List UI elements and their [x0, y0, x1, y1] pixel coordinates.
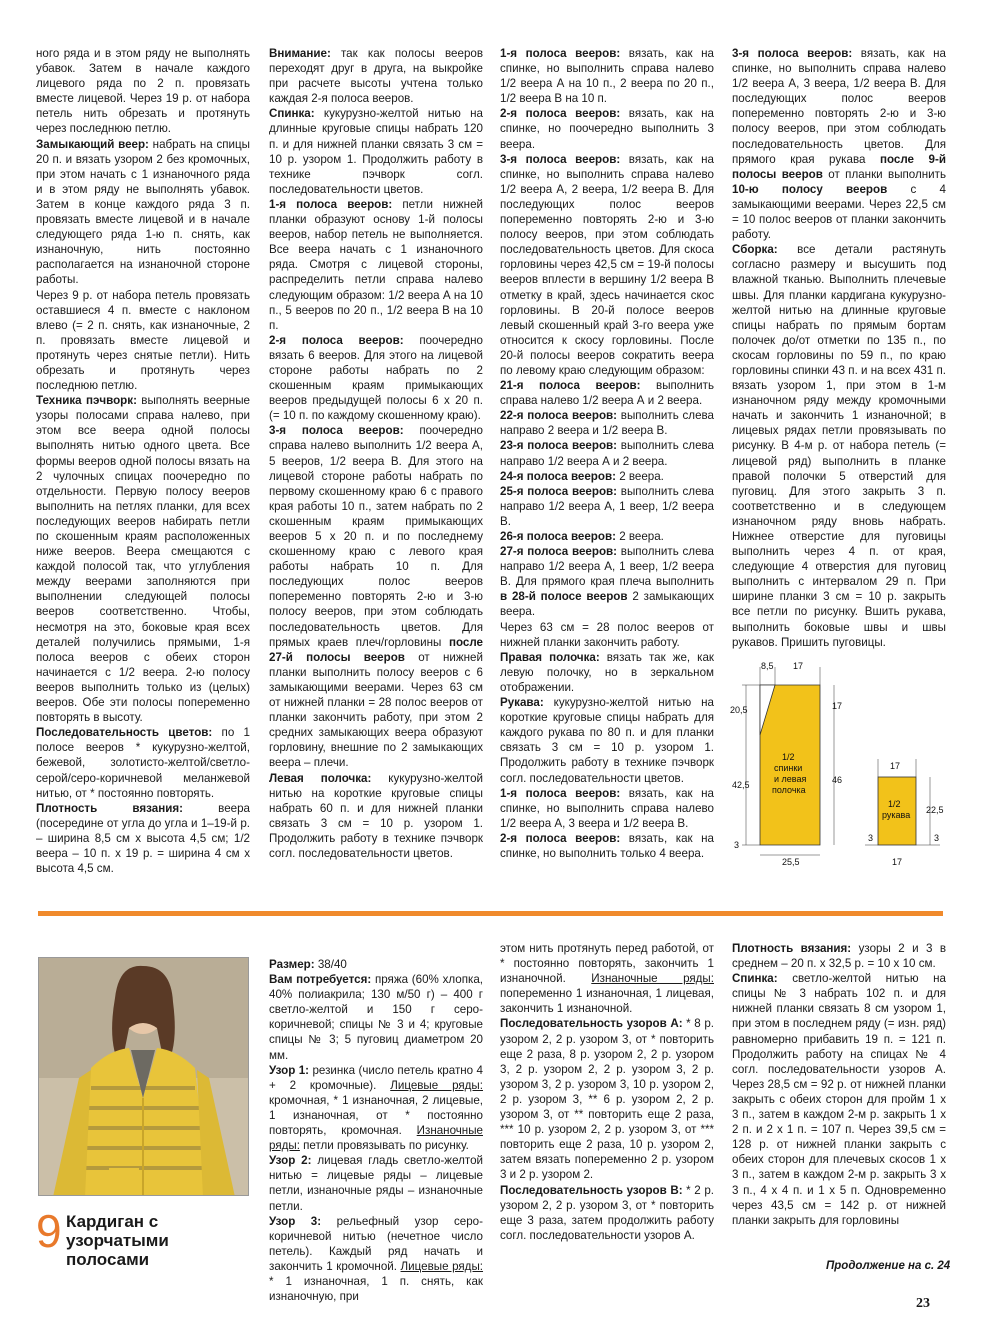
paragraph [269, 46, 483, 106]
text-run: Через 9 р. от набора петель провязать оставшиеся 4 п. вместе с наклоном влево (= 2 п. снять, как изнаночные, 2 п. провязать вместе лицевой и протянуть через снятые петли). Нить обрезать и протянуть через последнюю петлю. [36, 288, 250, 393]
continue-note: Продолжение на с. 24 [826, 1260, 951, 1272]
paragraph [36, 393, 250, 725]
dim-bottom-left: 3 [734, 840, 740, 850]
column-4-bottom [732, 941, 946, 1228]
paragraph [36, 801, 250, 876]
paragraph [269, 771, 483, 862]
column-3 [500, 46, 714, 861]
text-run: светло-желтой нитью на спицы № 3 набрать 102 п. и для нижней планки связать 8 см узором 1, при этом в последнем ряду (= изн. ряд) равномерно прибавить 19 п. = 121 п. Продолжить работу на спицах № 4 согл. последовательности узоров А. Через 28,5 см = 92 р. от нижней планки закрыть с обеих сторон для пройм 1 х 3 п., затем в каждом 2-м р. закрыть 1 х 2 п. и 2 х 1 п. = 107 п. Через 39,5 см = 128 р. от нижней планки закрыть с обеих сторон для плечевых скосов 1 х 3 п., затем в каждом 2-м р. закрыть 3 х 3 п., 4 х 4 п. и 1 х 5 п. Одновременно через 43,5 см = 142 р. от нижней планки закрыть для горловины [732, 972, 946, 1227]
paragraph [269, 1063, 483, 1154]
cardigan-illustration [39, 958, 249, 1196]
text-run: 24-я полоса вееров: [500, 469, 616, 483]
dim-sleeve-height: 22,5 [926, 805, 944, 815]
dim-right-mid: 46 [832, 775, 843, 785]
text-run: поочередно справа налево выполнить 1/2 веера А, 5 вееров, 1/2 веера В. Для этого на лицевой стороне работы набрать по первому скошенному краю 6 с правого края работы 10 п., затем набрать по 2 скошенным краям примыкающих вееров 5 х 20 п. и по последнему скошенному краю с левого края работы набрать 10 п. Для последующих полос вееров попеременно повторять 2-ю и 3-ю полосу вееров, при этом соблюдать последовательность цветов. Для прямых краев плеч/горловины [269, 424, 483, 649]
text-run: Левая полочка: [269, 771, 372, 785]
column-2-bottom [269, 957, 483, 1304]
text-run: Вам потребуется: [269, 973, 372, 987]
text-run: лицевая гладь светло-желтой нитью = лицевые ряды – лицевые петли, изнаночные ряды – изнаночные петли. [269, 1154, 483, 1213]
dim-left-top: 20,5 [730, 705, 748, 715]
paragraph [500, 620, 714, 650]
paragraph [732, 242, 946, 650]
text-run: * 1 изнаночная, 1 п. снять, как изнаночную, при [269, 1274, 483, 1304]
text-run: ного ряда и в этом ряду не выполнять убавок. Затем в начале каждого лицевого ряда по 2 п. провязать вместе лицевой. Через 19 р. от набора петель нить обрезать и протянуть через последнюю петлю. [36, 47, 250, 136]
paragraph [732, 941, 946, 971]
text-run: выполнить справа налево 1/2 веера А и 2 веера. [500, 379, 714, 408]
text-run: петли провязывать по рисунку. [299, 1139, 469, 1153]
paragraph [500, 650, 714, 695]
text-run: Узор 3: [269, 1214, 322, 1228]
text-run: от планки выполнить [822, 167, 946, 181]
text-run: с 4 замыкающими веерами. Через 22,5 см = 10 полос вееров от планки закончить работу. [732, 182, 946, 242]
paragraph [500, 544, 714, 619]
front-label-1: 1/2 [782, 752, 795, 762]
text-run: петли нижней планки образуют основу 1-й полосы вееров, набор петель не выполняется. Все веера начать с 1 изнаночного ряда. Смотря с лицевой стороны, распределить петли справа налево следующим образом: 1/2 веера А на 10 п., 5 вееров по 20 п., 1/2 веера В на 10 п. [269, 197, 483, 332]
dim-sleeve-top: 17 [890, 761, 901, 771]
text-run: вязать так же, как левую полочку, но в зеркальном отображении. [500, 650, 714, 694]
text-run: пряжа (60% хлопка, 40% полиакрила; 130 м/50 г) – 400 г светло-желтой и 150 г серо-коричневой; спицы № 3 и 4; круговые спицы № 3; 5 пуговиц диаметром 20 мм. [269, 973, 483, 1062]
pattern-diagram [730, 655, 950, 875]
text-run: после 9-й полосы вееров [732, 152, 946, 181]
text-run: в 28-й полосе вееров [500, 590, 628, 604]
cardigan-photo [38, 957, 249, 1196]
dim-right-top: 17 [832, 701, 843, 711]
text-run: Изнаночные ряды: [591, 972, 714, 986]
text-run: вязать, как на спинке, но выполнить только 4 веера. [500, 831, 715, 860]
text-run: Сборка: [732, 243, 778, 257]
text-run: Узор 2: [269, 1154, 312, 1168]
text-run: резинка (число петель кратно 4 + 2 кромочные). [269, 1063, 483, 1092]
text-run: 25-я полоса вееров: [500, 484, 618, 498]
column-1 [36, 46, 250, 876]
text-run: 27-я полоса вееров: [500, 545, 618, 559]
text-run: Замыкающий веер: [36, 137, 149, 151]
text-run: веера (посередине от угла до угла и 1–19-й р. – ширина 8,5 см х высота 4,5 см; 1/2 веера – 10 п. х 19 р. = ширина 4 см х высота 4,5 см. [36, 801, 250, 876]
paragraph [269, 957, 483, 972]
paragraph [732, 971, 946, 1228]
text-run: Внимание: [269, 47, 331, 60]
paragraph [500, 529, 714, 544]
text-run: кукурузно-желтой нитью на короткие круговые спицы набрать для каждого рукава по 80 п. и для планки связать 3 см = 10 р. узором 1. Продолжить работу в технике пэчворк согл. последовательности цветов. [500, 696, 714, 785]
dim-sleeve-bottom-right: 3 [934, 833, 940, 843]
text-run: Лицевые ряды: [400, 1259, 484, 1273]
paragraph [500, 786, 714, 831]
text-run: 10-ю полосу вееров [732, 182, 888, 196]
text-run: Техника пэчворк: [36, 394, 137, 408]
text-run: 2 веера. [615, 530, 664, 543]
paragraph [500, 484, 714, 529]
column-2 [269, 46, 483, 861]
text-run: вязать, как на спинке, но выполнить справа налево 1/2 веера А, 3 веера и 1/2 веера В. [500, 786, 715, 830]
text-run: 2 веера. [615, 469, 664, 483]
text-run: узоры 2 и 3 в среднем – 20 п. х 32,5 р. = 10 х 10 см. [732, 942, 946, 971]
text-run: 26-я полоса вееров: [500, 530, 616, 543]
text-run: выполнить слева направо 1/2 веера А, 1 веер, 1/2 веера В. Для прямого края плеча выполнить [500, 545, 714, 589]
text-run: Размер: [269, 958, 315, 971]
text-run: 1-я полоса вееров: [269, 197, 393, 211]
dim-sleeve-bottom: 17 [892, 857, 903, 867]
text-run: все детали растянуть согласно размеру и высушить под влажной тканью. Выполнить плечевые швы. Для планки кардигана кукурузно-желтой нитью на длинные круговые спицы набрать по прямым бортам полочек до/от отметки по 135 п., по скосам горловины по 59 п., по краю горловины спинки 43 п. и на всех 431 п. вязать узором 1, при этом в 1-м изнаночном ряду между кромочными начать и закончить 1 изнаночной; в лицевых рядах петли провязывать по рисунку. В 4-м р. от набора петель (= лицевой ряд) выполнить в планке правой полочки 5 отверстий для пуговиц. Для этого закрыть 3 п. соответственно и в следующем изнаночном ряду вновь набрать. Нижнее отверстие для пуговицы выполнить через 4 п. от края, следующие 4 отверстия для пуговиц выполнить с интервалом 29 п. При ширине планки 3 см = 10 р. закрыть все петли по рисунку. Вшить рукава, выполнить боковые швы и швы рукавов. Пришить пуговицы. [732, 243, 946, 649]
paragraph [500, 695, 714, 786]
text-run: 1-я полоса вееров: [500, 47, 621, 60]
paragraph [269, 423, 483, 770]
column-4 [732, 46, 946, 650]
text-run: кромочная, * 1 изнаночная, 2 лицевые, 1 изнаночная, от * постоянно повторять, кромочная. [269, 1093, 483, 1138]
text-run: поочередно вязать 6 вееров. Для этого на лицевой стороне работы набрать по 2 скошенным краям примыкающих вееров предыдущей полосы 6 х 20 п. (= 10 п. по каждому скошенному краю). [269, 333, 483, 423]
text-run: Спинка: [732, 972, 778, 986]
page-number: 23 [916, 1296, 930, 1311]
text-run: по 1 полосе вееров * кукурузно-желтой, бежевой, золотисто-желтой/светло-серой/серо-коричневой меланжевой нитью, от * постоянно повторять. [36, 726, 250, 800]
paragraph [36, 725, 250, 800]
dim-left-mid: 42,5 [732, 780, 750, 790]
paragraph [500, 469, 714, 484]
text-run: выполнить слева направо 2 веера и 1/2 веера В. [500, 409, 714, 438]
text-run: вязать, как на спинке, но выполнить справа налево 1/2 веера А, 3 веера, 1/2 веера В. Для последующих полос вееров попеременно повторять 2-ю и 3-ю полосу вееров, при этом соблюдать последовательность цветов. Для прямого края рукава [732, 47, 947, 166]
sleeve-label-1: 1/2 [888, 799, 901, 809]
paragraph [269, 333, 483, 424]
text-run: выполнять веерные узоры полосами справа налево, при этом все веера одной полосы выполнять нитью одного цвета. Все формы вееров одной полосы вязать на 2 чулочных спицах поочередно по отдельности. Первую полосу вееров выполнить на петлях планки, для всех последующих вееров набирать петли по скошенным краям расположенных ниже вееров. Веера смещаются с каждой полосой так, что углубления между веерами заполняются при выполнении следующей полосы вееров соответственно. Чтобы, несмотря на это, боковые края всех деталей получились прямыми, 1-я полоса вееров с обеих сторон начинается с 1/2 веера. 2-ю полосу вееров выполнить только из (целых) вееров. Обе эти полосы попеременно повторять в высоту. [36, 394, 250, 725]
paragraph [500, 941, 714, 1016]
paragraph [269, 197, 483, 333]
text-run: 23-я полоса вееров: [500, 439, 618, 453]
paragraph [36, 46, 250, 137]
sleeve-label-2: рукава [882, 810, 911, 820]
text-run: 2-я полоса вееров: [500, 107, 621, 121]
text-run: набрать на спицы 20 п. и вязать узором 2 без кромочных, при этом начать с 1 изнаночного ряда и в этом ряду не выполнять убавок. Затем в конце каждого ряда 3 п. провязать вместе лицевой и в начале следующего ряда 1-ю п. снять, как изнаночную, нить постоянно располагается на изнаночной стороне работы. [36, 137, 250, 287]
text-run: 22-я полоса вееров: [500, 409, 618, 423]
text-run: выполнить слева направо 1/2 веера А, 1 веер, 1/2 веера В. [500, 484, 714, 528]
paragraph [500, 438, 714, 468]
text-run: этом нить протянуть перед работой, от * постоянно повторять, закончить 1 изнаночной. [500, 942, 714, 986]
paragraph [732, 46, 946, 242]
text-run: 38/40 [314, 958, 347, 971]
text-run: попеременно 1 изнаночная, 1 лицевая, закончить 1 изнаночной. [500, 987, 714, 1016]
paragraph [500, 1183, 714, 1243]
text-run: Узор 1: [269, 1063, 310, 1077]
text-run: 3-я полоса вееров: [500, 152, 621, 166]
paragraph [500, 408, 714, 438]
paragraph [269, 972, 483, 1063]
paragraph [36, 288, 250, 394]
text-run: Последовательность узоров В: [500, 1183, 683, 1197]
front-label-3: и левая [774, 774, 807, 784]
text-run: 21-я полоса вееров: [500, 379, 641, 393]
paragraph [36, 137, 250, 288]
dim-top-b: 17 [793, 661, 804, 671]
text-run: Через 63 см = 28 полос вееров от нижней планки закончить работу. [500, 620, 714, 649]
text-run: вязать, как на спинке, но выполнить справа налево 1/2 веера А на 10 п., 2 веера по 20 п., 1/2 веера В на 10 п. [500, 47, 715, 106]
text-run: Спинка: [269, 107, 315, 121]
text-run: Рукава: [500, 696, 544, 710]
paragraph [500, 378, 714, 408]
text-run: 2 замыкающих веера. [500, 590, 714, 619]
text-run: Плотность вязания: [732, 942, 852, 955]
project-title: Кардиган с узорчатыми полосами [66, 1212, 169, 1269]
paragraph [500, 1016, 714, 1182]
dim-bottom-width: 25,5 [782, 857, 800, 867]
text-run: так как полосы вееров переходят друг в друга, на выкройке при расчете высоты учтена только каждая 2-я полоса вееров. [269, 47, 483, 106]
front-label-2: спинки [774, 763, 803, 773]
paragraph [500, 106, 714, 151]
text-run: Последовательность узоров А: [500, 1017, 683, 1031]
section-divider [38, 911, 943, 916]
paragraph [500, 152, 714, 378]
text-run: * 2 р. узором 2, 2 р. узором 3, от * повторить еще 3 раза, затем продолжить работу согл. последовательности узоров А. [500, 1183, 714, 1242]
text-run: Лицевые ряды: [390, 1078, 483, 1092]
paragraph [500, 831, 714, 861]
text-run: 2-я полоса вееров: [269, 333, 404, 347]
text-run: рельефный узор серо-коричневой нитью (нечетное число петель). Каждый ряд начать и закончить 1 кромочной. [269, 1214, 483, 1273]
text-run: 2-я полоса вееров: [500, 831, 621, 845]
dim-sleeve-bottom-left: 3 [868, 833, 874, 843]
text-run: 3-я полоса вееров: [269, 424, 404, 438]
text-run: после 27-й полосы вееров [269, 635, 483, 664]
front-label-4: полочка [772, 785, 806, 795]
text-run: выполнить слева направо 1/2 веера А и 2 веера. [500, 439, 714, 468]
text-run: вязать, как на спинке, но поочередно выполнить 3 веера. [500, 107, 715, 151]
paragraph [500, 46, 714, 106]
text-run: кукурузно-желтой нитью на короткие круговые спицы набрать 60 п. и для нижней планки связать 3 см = 10 р. узором 1. Продолжить работу в технике пэчворк согл. последовательности цветов. [269, 771, 483, 860]
text-run: 1-я полоса вееров: [500, 786, 621, 800]
text-run: Правая полочка: [500, 650, 600, 664]
text-run: 3-я полоса вееров: [732, 47, 853, 60]
dim-top-a: 8,5 [761, 661, 774, 671]
text-run: вязать, как на спинке, но выполнить справа налево 1/2 веера А, 2 веера, 1/2 веера В. Для последующих полос вееров попеременно повторять 2-ю и 3-ю полосу вееров, при этом соблюдать последовательность цветов. Для скоса горловины через 42,5 см = 19-й полосы вееров вплести в вершину 1/2 веера В отметку в край, здесь начинается скос горловины. В 20-й полосе вееров левый скошенный край 3-го веера уже относится к скосу горловины. После 20-й полосы вееров сократить веера по левому краю следующим образом: [500, 152, 715, 377]
text-run: Последовательность цветов: [36, 726, 213, 740]
paragraph [269, 1153, 483, 1213]
text-run: Плотность вязания: [36, 801, 183, 815]
project-number: 9 [36, 1205, 62, 1257]
paragraph [269, 1214, 483, 1305]
column-3-bottom [500, 941, 714, 1243]
text-run: кукурузно-желтой нитью на длинные круговые спицы набрать 120 п. и для нижней планки связать 3 см = 10 р. узором 1. Продолжить работу в технике пэчворк согл. последовательности цветов. [269, 107, 483, 196]
paragraph [269, 106, 483, 197]
text-run: * 8 р. узором 2, 2 р. узором 3, от * повторить еще 2 раза, 8 р. узором 2, 2 р. узором 3, 2 р. узором 2, 2 р. узором 3, 2 р. узором 3, 2 р. узором 3, 10 р. узором 2, 2 р. узором 3, ** 6 р. узором 2, 2 р. узором 3, от ** повторить еще 2 раза, *** 10 р. узором 2, 2 р. узором 3, от *** повторить еще 2 раза, 10 р. узором 2, затем вязать попеременно 2 р. узором 3 и 2 р. узором 2. [500, 1017, 714, 1182]
text-run: Изнаночные ряды: [269, 1124, 483, 1153]
text-run: от нижней планки выполнить полосу вееров с 6 замыкающими веерами. Через 63 см от нижней планки = 28 полос вееров от планки закончить работу, при этом 2 средних замыкающих веера образуют горловину, внешние по 2 замыкающих веера – плечи. [269, 650, 483, 770]
